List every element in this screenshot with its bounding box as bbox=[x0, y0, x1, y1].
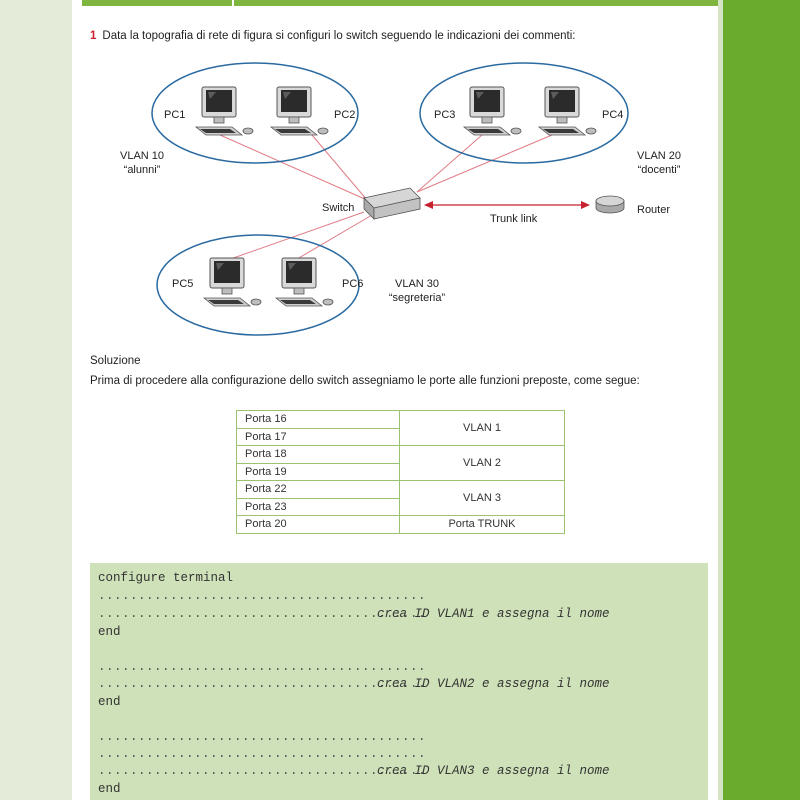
pc1-label: PC1 bbox=[164, 109, 186, 121]
exercise-number: 1 bbox=[90, 30, 97, 42]
pc2-icon bbox=[271, 87, 328, 135]
router-label: Router bbox=[637, 204, 671, 216]
port-cell: Porta 17 bbox=[237, 428, 400, 446]
router-icon bbox=[596, 196, 624, 213]
code-dots: ......................................... bbox=[98, 607, 427, 621]
solution-title: Soluzione bbox=[90, 355, 141, 367]
code-line: end bbox=[98, 782, 121, 796]
trunk-arrow-right-icon bbox=[581, 201, 590, 209]
vlan30-name: VLAN 30 bbox=[394, 278, 440, 290]
code-block bbox=[90, 563, 708, 800]
code-comment: crea ID VLAN2 e assegna il nome bbox=[377, 677, 610, 691]
table-row bbox=[237, 411, 565, 429]
code-comment: crea ID VLAN3 e assegna il nome bbox=[377, 764, 610, 778]
port-cell: Porta 23 bbox=[237, 498, 400, 516]
page bbox=[72, 0, 718, 800]
vlan-cell: VLAN 3 bbox=[400, 481, 565, 516]
pc4-label: PC4 bbox=[602, 109, 624, 121]
pc1-icon bbox=[196, 87, 253, 135]
code-line: end bbox=[98, 695, 121, 709]
switch-label: Switch bbox=[322, 202, 355, 214]
pc5-icon bbox=[204, 258, 261, 306]
switch-icon bbox=[364, 188, 420, 219]
trunk-label: Trunk link bbox=[490, 213, 538, 225]
pc6-icon bbox=[276, 258, 333, 306]
pc4-icon bbox=[539, 87, 596, 135]
port-cell: Porta 22 bbox=[237, 481, 400, 499]
pc5-label: PC5 bbox=[172, 278, 194, 290]
network-diagram bbox=[72, 0, 718, 345]
exercise-text: Data la topografia di rete di figura si configuri lo switch seguendo le indicazioni dei commenti: bbox=[102, 30, 576, 42]
vlan30-desc: “segreteria” bbox=[388, 292, 446, 304]
left-margin bbox=[0, 0, 72, 800]
ports-table bbox=[236, 410, 565, 534]
vlan20-name: VLAN 20 bbox=[636, 150, 682, 162]
pc6-label: PC6 bbox=[342, 278, 364, 290]
code-dots: ......................................... bbox=[98, 730, 427, 744]
code-comment: crea ID VLAN1 e assegna il nome bbox=[377, 607, 610, 621]
pc3-icon bbox=[464, 87, 521, 135]
port-cell: Porta 20 bbox=[237, 516, 400, 534]
port-cell: Porta 16 bbox=[237, 411, 400, 429]
port-cell: Porta 19 bbox=[237, 463, 400, 481]
vlan10-name: VLAN 10 bbox=[119, 150, 165, 162]
vlan-cell: Porta TRUNK bbox=[400, 516, 565, 534]
vlan10-desc: “alunni” bbox=[123, 164, 161, 176]
solution-text: Prima di procedere alla configurazione dello switch assegniamo le porte alle funzioni preposte, come segue: bbox=[90, 375, 640, 387]
table-row bbox=[237, 446, 565, 464]
code-dots: ......................................... bbox=[98, 660, 427, 674]
code-dots: ......................................... bbox=[98, 747, 427, 761]
pc3-label: PC3 bbox=[434, 109, 456, 121]
port-cell: Porta 18 bbox=[237, 446, 400, 464]
trunk-arrow-left-icon bbox=[424, 201, 433, 209]
code-line: end bbox=[98, 625, 121, 639]
right-margin-band bbox=[723, 0, 800, 800]
vlan-cell: VLAN 2 bbox=[400, 446, 565, 481]
vlan-cell: VLAN 1 bbox=[400, 411, 565, 446]
code-dots: ......................................... bbox=[98, 677, 427, 691]
vlan20-desc: “docenti” bbox=[637, 164, 681, 176]
code-dots: ......................................... bbox=[98, 764, 427, 778]
pc2-label: PC2 bbox=[334, 109, 356, 121]
code-dots: ......................................... bbox=[98, 589, 427, 603]
table-row bbox=[237, 516, 565, 534]
table-row bbox=[237, 481, 565, 499]
code-line: configure terminal bbox=[98, 571, 234, 585]
